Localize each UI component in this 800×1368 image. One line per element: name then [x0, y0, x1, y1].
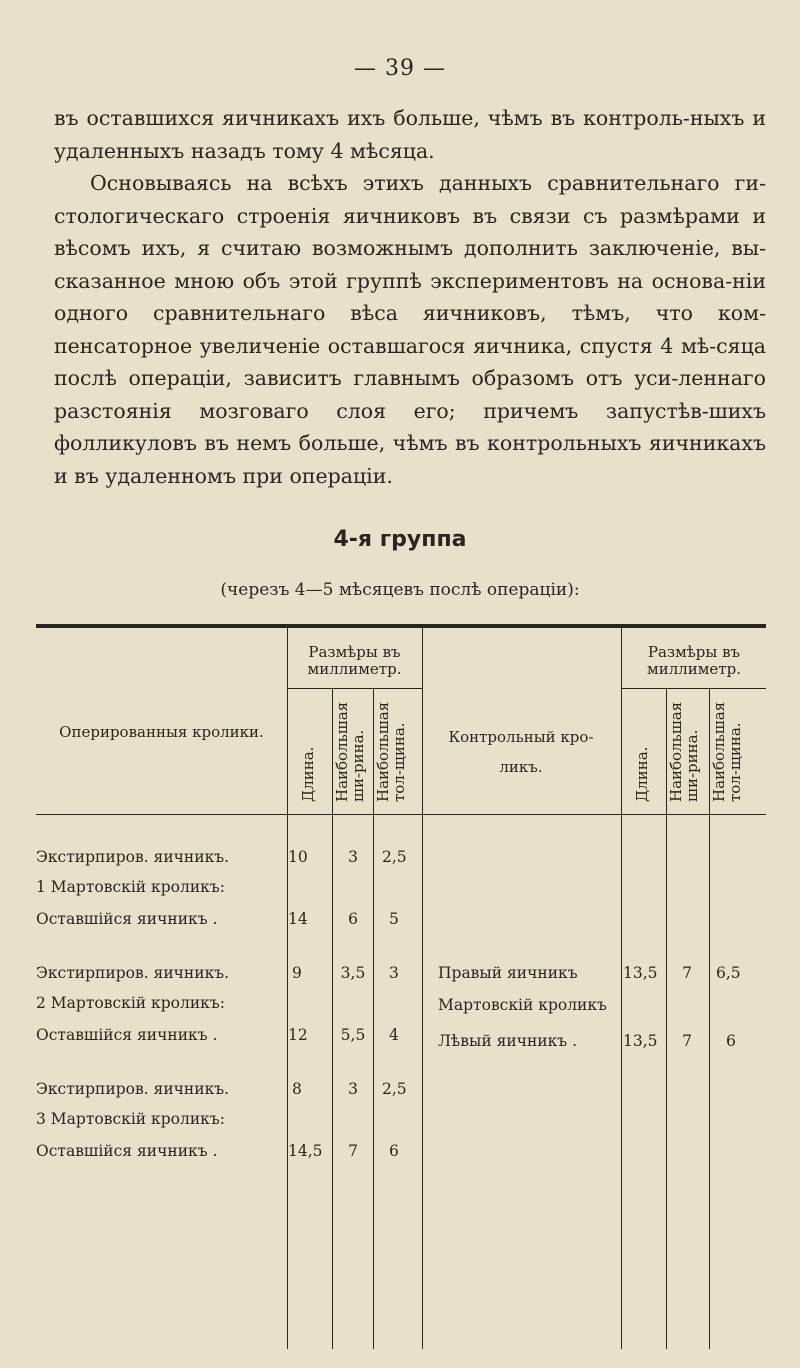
row-label: Оставшійся яичникъ . [36, 1142, 218, 1160]
row-label: 2 Мартовскій кроликъ: [36, 994, 225, 1012]
row-label: Лѣвый яичникъ . [438, 1032, 578, 1050]
col-divider [422, 624, 423, 1349]
cell-width: 7 [348, 1142, 358, 1160]
cell-length: 9 [292, 964, 302, 982]
header-length: Длина. [299, 746, 317, 802]
cell-length: 8 [292, 1080, 302, 1098]
row-label: Оставшійся яичникъ . [36, 910, 218, 928]
cell-thickness: 6 [726, 1032, 736, 1050]
header-thickness: Наибольшая тол-щина. [374, 701, 408, 802]
cell-width: 3,5 [340, 964, 366, 982]
cell-thickness: 3 [389, 964, 399, 982]
cell-width: 3 [348, 1080, 358, 1098]
row-label: 3 Мартовскій кроликъ: [36, 1110, 225, 1128]
row-label: Экстирпиров. яичникъ. [36, 964, 230, 982]
row-label: Экстирпиров. яичникъ. [36, 1080, 230, 1098]
cell-width: 7 [682, 964, 692, 982]
cell-thickness: 6,5 [716, 964, 741, 982]
header-thickness: Наибольшая тол-щина. [710, 701, 744, 802]
row-label: Оставшійся яичникъ . [36, 1026, 218, 1044]
cell-thickness: 6 [389, 1142, 399, 1160]
group-title: 4-я группа [333, 527, 467, 552]
cell-width: 3 [348, 848, 358, 866]
subtitle: (черезъ 4—5 мѣсяцевъ послѣ операціи): [220, 580, 580, 600]
header-bottom-rule [36, 814, 766, 815]
header-control: Контрольный кро-ликъ. [448, 728, 594, 776]
cell-length: 12 [288, 1026, 308, 1044]
table-top-rule [36, 624, 766, 628]
cell-length: 10 [288, 848, 308, 866]
cell-length: 14 [288, 910, 308, 928]
row-label: Правый яичникъ [438, 964, 578, 982]
header-operated: Оперированныя кролики. [59, 723, 264, 741]
cell-length: 13,5 [623, 1032, 658, 1050]
sizes-right-underline [621, 688, 766, 689]
col-divider [621, 624, 622, 1349]
row-label: 1 Мартовскій кроликъ: [36, 878, 225, 896]
cell-thickness: 5 [389, 910, 399, 928]
cell-thickness: 2,5 [382, 848, 407, 866]
paragraph-1: въ оставшихся яичникахъ ихъ больше, чѣмъ въ контроль-ныхъ и удаленныхъ назадъ тому 4 мѣсяца. [54, 106, 766, 163]
cell-length: 13,5 [623, 964, 658, 982]
cell-width: 6 [348, 910, 358, 928]
cell-length: 14,5 [288, 1142, 323, 1160]
cell-thickness: 2,5 [382, 1080, 407, 1098]
cell-width: 7 [682, 1032, 692, 1050]
col-divider [287, 624, 288, 1349]
body-text [54, 102, 766, 492]
row-label: Экстирпиров. яичникъ. [36, 848, 230, 866]
paragraph-2: Основываясь на всѣхъ этихъ данныхъ сравнительнаго ги-стологическаго строенія яичниковъ въ связи съ размѣрами и вѣсомъ ихъ, я считаю возможнымъ дополнить заключеніе, вы-сказанное мною объ этой группѣ экспериментовъ на основа-ніи одного сравнительнаго вѣса яичниковъ, тѣмъ, что ком-пенсаторное увеличеніе оставшагося яичника, спустя 4 мѣ-сяца послѣ операціи, зависитъ главнымъ образомъ отъ уси-леннаго разстоянія мозговаго слоя его; причемъ запустѣв-шихъ фолликуловъ въ немъ больше, чѣмъ въ контрольныхъ яичникахъ и въ удаленномъ при операціи. [54, 171, 766, 488]
cell-thickness: 4 [389, 1026, 399, 1044]
page-number: — 39 — [354, 56, 446, 81]
data-table [36, 624, 766, 1349]
row-label: Мартовскій кроликъ [438, 996, 607, 1014]
header-length: Длина. [633, 746, 651, 802]
header-width: Наибольшая ши-рина. [667, 701, 701, 802]
cell-width: 5,5 [340, 1026, 366, 1044]
header-sizes-left: Размѣры въ миллиметр. [307, 643, 402, 678]
header-sizes-right: Размѣры въ миллиметр. [647, 643, 741, 678]
sizes-left-underline [287, 688, 422, 689]
header-width: Наибольшая ши-рина. [333, 701, 367, 802]
